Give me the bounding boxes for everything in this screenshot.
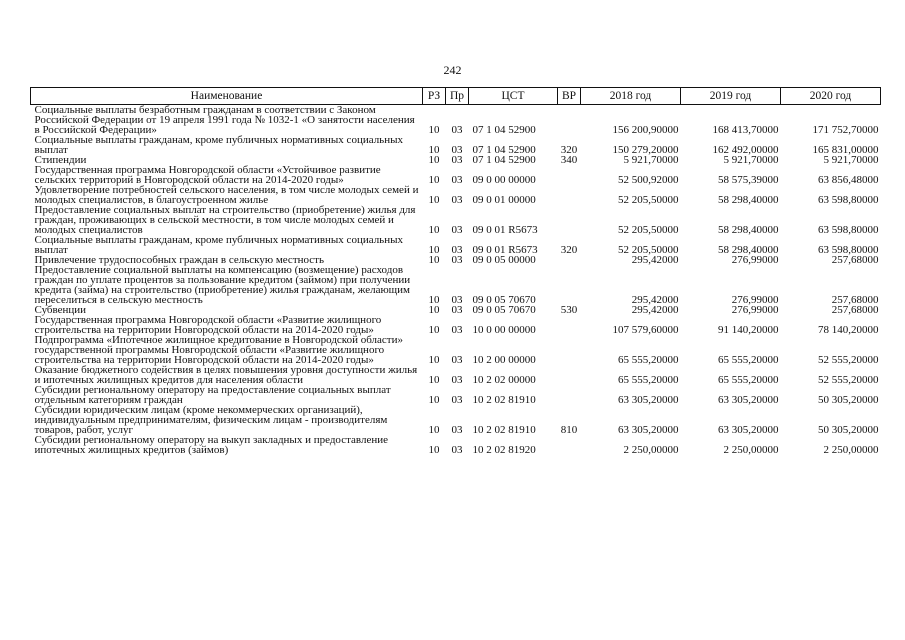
row-name: Оказание бюджетного содействия в целях повышения уровня доступности жилья и ипотечных жилищных кредитов для населения области	[34, 364, 418, 386]
row-vr: 530	[560, 304, 578, 316]
row-value-2019: 162 492,00000	[712, 144, 779, 156]
row-vr: 810	[560, 424, 578, 436]
row-rz: 10	[428, 154, 440, 166]
row-value-2020: 52 555,20000	[818, 374, 879, 386]
row-pr: 03	[451, 304, 463, 316]
row-value-2018: 156 200,90000	[612, 124, 679, 136]
table-row	[31, 405, 881, 435]
row-value-2020: 2 250,00000	[823, 444, 879, 456]
row-value-2020: 257,68000	[831, 304, 879, 316]
row-name: Социальные выплаты безработным гражданам в соответствии с Законом Российской Федерации от 19 апреля 1991 года № 1032-1 «О занятости населения в Российской Федерации»	[34, 104, 415, 136]
row-rz: 10	[428, 374, 440, 386]
row-name: Удовлетворение потребностей сельского населения, в том числе молодых семей и молодых специалистов, в благоустроенном жилье	[34, 184, 419, 206]
table-row	[31, 135, 881, 155]
row-value-2018: 107 579,60000	[612, 324, 679, 336]
row-value-2020: 257,68000	[831, 254, 879, 266]
row-pr: 03	[451, 224, 463, 236]
row-vr	[558, 205, 581, 235]
row-rz: 10	[428, 144, 440, 156]
row-cst: 09 0 01 R5673	[472, 244, 538, 256]
row-value-2020: 63 598,80000	[818, 194, 879, 206]
row-pr: 03	[451, 194, 463, 206]
row-value-2020: 165 831,00000	[812, 144, 879, 156]
row-vr	[558, 265, 581, 305]
row-rz: 10	[428, 424, 440, 436]
header-vr: ВР	[558, 88, 581, 105]
row-value-2019: 58 575,39000	[718, 174, 779, 186]
row-value-2019: 65 555,20000	[718, 354, 779, 366]
header-2019: 2019 год	[681, 88, 781, 105]
row-cst: 10 2 02 81920	[472, 444, 536, 456]
row-value-2020: 63 598,80000	[818, 244, 879, 256]
row-rz: 10	[428, 254, 440, 266]
row-value-2019: 91 140,20000	[718, 324, 779, 336]
row-pr: 03	[451, 424, 463, 436]
table-row	[31, 385, 881, 405]
row-pr: 03	[451, 394, 463, 406]
row-value-2019: 168 413,70000	[712, 124, 779, 136]
row-pr: 03	[451, 354, 463, 366]
row-value-2019: 58 298,40000	[718, 244, 779, 256]
row-value-2018: 295,42000	[631, 294, 679, 306]
row-pr: 03	[451, 294, 463, 306]
row-vr	[558, 105, 581, 136]
header-name: Наименование	[31, 88, 423, 105]
row-value-2018: 65 555,20000	[618, 354, 679, 366]
row-value-2019: 276,99000	[731, 254, 779, 266]
row-pr: 03	[451, 374, 463, 386]
row-vr	[558, 365, 581, 385]
row-value-2019: 63 305,20000	[718, 424, 779, 436]
row-name: Стипендии	[34, 154, 87, 166]
table-row	[31, 235, 881, 255]
row-rz: 10	[428, 174, 440, 186]
row-value-2018: 295,42000	[631, 254, 679, 266]
header-row	[31, 88, 881, 105]
row-value-2020: 78 140,20000	[818, 324, 879, 336]
row-value-2019: 276,99000	[731, 294, 779, 306]
table-row	[31, 335, 881, 365]
table-row	[31, 205, 881, 235]
row-name: Подпрограмма «Ипотечное жилищное кредитование в Новгородской области» государственной программы Новгородской области «Развитие жилищного строительства на территории Новгородской области на 2014-2020 годы»	[34, 334, 403, 366]
row-rz: 10	[428, 394, 440, 406]
row-cst: 07 1 04 52900	[472, 154, 536, 166]
header-cst: ЦСТ	[469, 88, 558, 105]
row-rz: 10	[428, 244, 440, 256]
row-value-2019: 5 921,70000	[723, 154, 779, 166]
row-cst: 09 0 01 00000	[472, 194, 536, 206]
row-pr: 03	[451, 324, 463, 336]
budget-table	[30, 87, 881, 455]
row-name: Субсидии региональному оператору на предоставление социальных выплат отдельным категориям граждан	[34, 384, 391, 406]
row-value-2020: 50 305,20000	[818, 394, 879, 406]
row-cst: 10 2 02 00000	[472, 374, 536, 386]
row-value-2020: 52 555,20000	[818, 354, 879, 366]
row-name: Социальные выплаты гражданам, кроме публичных нормативных социальных выплат	[34, 234, 403, 256]
row-value-2018: 65 555,20000	[618, 374, 679, 386]
row-name: Предоставление социальных выплат на строительство (приобретение) жилья для граждан, проживающих в сельской местности, в том числе молодых семей и молодых специалистов	[34, 204, 416, 236]
row-cst: 09 0 05 70670	[472, 294, 536, 306]
row-name: Субвенции	[34, 304, 87, 316]
row-pr: 03	[451, 144, 463, 156]
row-vr: 320	[560, 244, 578, 256]
row-cst: 09 0 05 00000	[472, 254, 536, 266]
row-rz: 10	[428, 294, 440, 306]
row-pr: 03	[451, 444, 463, 456]
row-rz: 10	[428, 194, 440, 206]
row-rz: 10	[428, 124, 440, 136]
row-cst: 10 2 02 81910	[472, 394, 536, 406]
row-rz: 10	[428, 354, 440, 366]
table-row	[31, 365, 881, 385]
row-name: Социальные выплаты гражданам, кроме публичных нормативных социальных выплат	[34, 134, 403, 156]
table-row	[31, 315, 881, 335]
row-value-2019: 63 305,20000	[718, 394, 779, 406]
row-value-2020: 63 856,48000	[818, 174, 879, 186]
row-value-2018: 2 250,00000	[623, 444, 679, 456]
row-name: Субсидии региональному оператору на выкуп закладных и предоставление ипотечных жилищных кредитов (займов)	[34, 434, 388, 456]
row-vr: 320	[560, 144, 578, 156]
row-cst: 09 0 01 R5673	[472, 224, 538, 236]
row-value-2018: 52 205,50000	[618, 224, 679, 236]
table-row	[31, 185, 881, 205]
row-cst: 10 2 00 00000	[472, 354, 536, 366]
row-cst: 10 0 00 00000	[472, 324, 536, 336]
page-number: 242	[443, 63, 462, 77]
row-value-2020: 50 305,20000	[818, 424, 879, 436]
row-vr	[558, 435, 581, 455]
header-rz: РЗ	[423, 88, 446, 105]
row-value-2019: 2 250,00000	[723, 444, 779, 456]
row-cst: 09 0 05 70670	[472, 304, 536, 316]
row-value-2020: 5 921,70000	[823, 154, 879, 166]
row-value-2019: 276,99000	[731, 304, 779, 316]
row-rz: 10	[428, 444, 440, 456]
row-value-2018: 5 921,70000	[623, 154, 679, 166]
row-name: Предоставление социальной выплаты на компенсацию (возмещение) расходов граждан по уплате процентов за пользование кредитом (займом) при получении кредита (займа) на строительство (приобретение) жилья гражданам, желающим переселиться в сельскую местность	[34, 264, 411, 306]
row-rz: 10	[428, 224, 440, 236]
row-vr	[558, 165, 581, 185]
row-value-2020: 257,68000	[831, 294, 879, 306]
row-value-2018: 63 305,20000	[618, 424, 679, 436]
row-value-2018: 52 205,50000	[618, 194, 679, 206]
row-pr: 03	[451, 254, 463, 266]
header-2020: 2020 год	[781, 88, 881, 105]
table-row	[31, 435, 881, 455]
row-value-2020: 171 752,70000	[812, 124, 879, 136]
header-2018: 2018 год	[581, 88, 681, 105]
row-vr	[558, 385, 581, 405]
row-value-2018: 63 305,20000	[618, 394, 679, 406]
table-row	[31, 265, 881, 305]
table-row	[31, 105, 881, 136]
row-vr	[558, 315, 581, 335]
row-vr	[558, 255, 581, 265]
row-value-2018: 295,42000	[631, 304, 679, 316]
row-cst: 07 1 04 52900	[472, 144, 536, 156]
row-rz: 10	[428, 304, 440, 316]
row-vr	[558, 335, 581, 365]
row-cst: 09 0 00 00000	[472, 174, 536, 186]
row-value-2020: 63 598,80000	[818, 224, 879, 236]
header-pr: Пр	[446, 88, 469, 105]
row-pr: 03	[451, 174, 463, 186]
row-vr: 340	[560, 154, 578, 166]
row-value-2018: 52 205,50000	[618, 244, 679, 256]
row-value-2019: 58 298,40000	[718, 224, 779, 236]
row-name: Государственная программа Новгородской области «Устойчивое развитие сельских территорий в Новгородской области на 2014-2020 годы»	[34, 164, 381, 186]
row-name: Привлечение трудоспособных граждан в сельскую местность	[34, 254, 324, 266]
row-vr	[558, 185, 581, 205]
row-cst: 10 2 02 81910	[472, 424, 536, 436]
row-pr: 03	[451, 154, 463, 166]
table-row	[31, 165, 881, 185]
row-value-2018: 52 500,92000	[618, 174, 679, 186]
row-value-2018: 150 279,20000	[612, 144, 679, 156]
row-name: Субсидии юридическим лицам (кроме некоммерческих организаций), индивидуальным предпринимателям, физическим лицам - производителям товаров, работ, услуг	[34, 404, 388, 436]
row-value-2019: 58 298,40000	[718, 194, 779, 206]
row-cst: 07 1 04 52900	[472, 124, 536, 136]
row-pr: 03	[451, 124, 463, 136]
row-pr: 03	[451, 244, 463, 256]
row-rz: 10	[428, 324, 440, 336]
row-value-2019: 65 555,20000	[718, 374, 779, 386]
row-name: Государственная программа Новгородской области «Развитие жилищного строительства на территории Новгородской области на 2014-2020 годы»	[34, 314, 382, 336]
